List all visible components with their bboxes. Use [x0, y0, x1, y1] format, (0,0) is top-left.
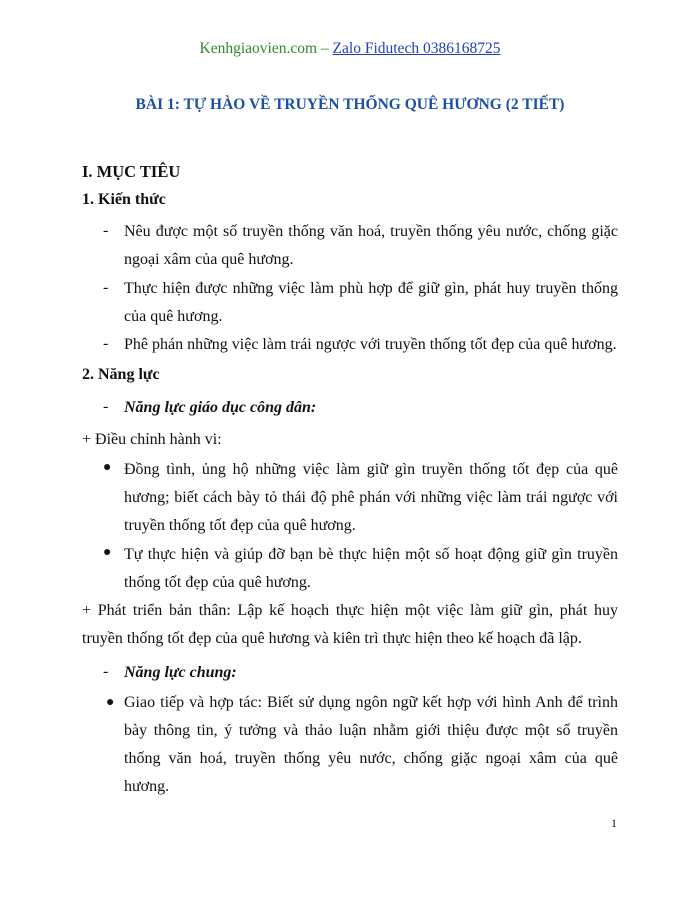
contact-link[interactable]: Zalo Fidutech 0386168725: [332, 40, 501, 57]
dash-marker: -: [103, 663, 109, 680]
lesson-title: BÀI 1: TỰ HÀO VỀ TRUYỀN THỐNG QUÊ HƯƠNG (2 TIẾT): [135, 96, 565, 113]
general-competency-label: Năng lực chung:: [124, 664, 237, 681]
subheading-competency: 2. Năng lực: [82, 366, 160, 383]
knowledge-item: Nêu được một số truyền thống văn hoá, truyền thống yêu nước, chống giặc ngoại xâm của quê hương.: [124, 223, 618, 268]
civic-competency-label: Năng lực giáo dục công dân:: [124, 399, 317, 416]
behavior-adjust-heading: + Điều chỉnh hành vi:: [82, 431, 222, 448]
page-header: [0, 40, 700, 58]
behavior-item: Tự thực hiện và giúp đỡ bạn bè thực hiện một số hoạt động giữ gìn truyền thống tốt đẹp của quê hương.: [124, 546, 618, 591]
section-heading-objectives: I. MỤC TIÊU: [82, 162, 181, 181]
dash-marker: -: [103, 398, 109, 415]
header-separator: –: [317, 40, 333, 57]
knowledge-item: Phê phán những việc làm trái ngược với truyền thống tốt đẹp của quê hương.: [124, 336, 617, 353]
behavior-item: Đồng tình, ủng hộ những việc làm giữ gìn truyền thống tốt đẹp của quê hương; biết cách bày tỏ thái độ phê phán với những việc làm trái ngược với truyền thống tốt đẹp của quê hương.: [124, 461, 618, 534]
bullet-dot: ●: [103, 545, 112, 560]
dash-marker: -: [103, 335, 109, 352]
subheading-knowledge: 1. Kiến thức: [82, 191, 166, 208]
dash-marker: -: [103, 279, 109, 296]
dash-marker: -: [103, 222, 109, 239]
site-link[interactable]: Kenhgiaovien.com: [199, 40, 318, 57]
bullet-dot: ●: [106, 695, 115, 710]
general-competency-item: Giao tiếp và hợp tác: Biết sử dụng ngôn ngữ kết hợp với hình Anh để trình bày thông tin, ý tưởng và thảo luận nhằm giới thiệu được một số truyền thống văn hoá, truyền thống yêu nước, chống giặc ngoại xâm của quê hương.: [124, 694, 618, 795]
self-development-paragraph: + Phát triển bản thân: Lập kế hoạch thực hiện một việc làm giữ gìn, phát huy truyền thống tốt đẹp của quê hương và kiên trì thực hiện theo kế hoạch đã lập.: [82, 602, 618, 647]
knowledge-item: Thực hiện được những việc làm phù hợp để giữ gìn, phát huy truyền thống của quê hương.: [124, 280, 618, 325]
page-number: 1: [611, 816, 617, 830]
bullet-dot: ●: [103, 460, 112, 475]
